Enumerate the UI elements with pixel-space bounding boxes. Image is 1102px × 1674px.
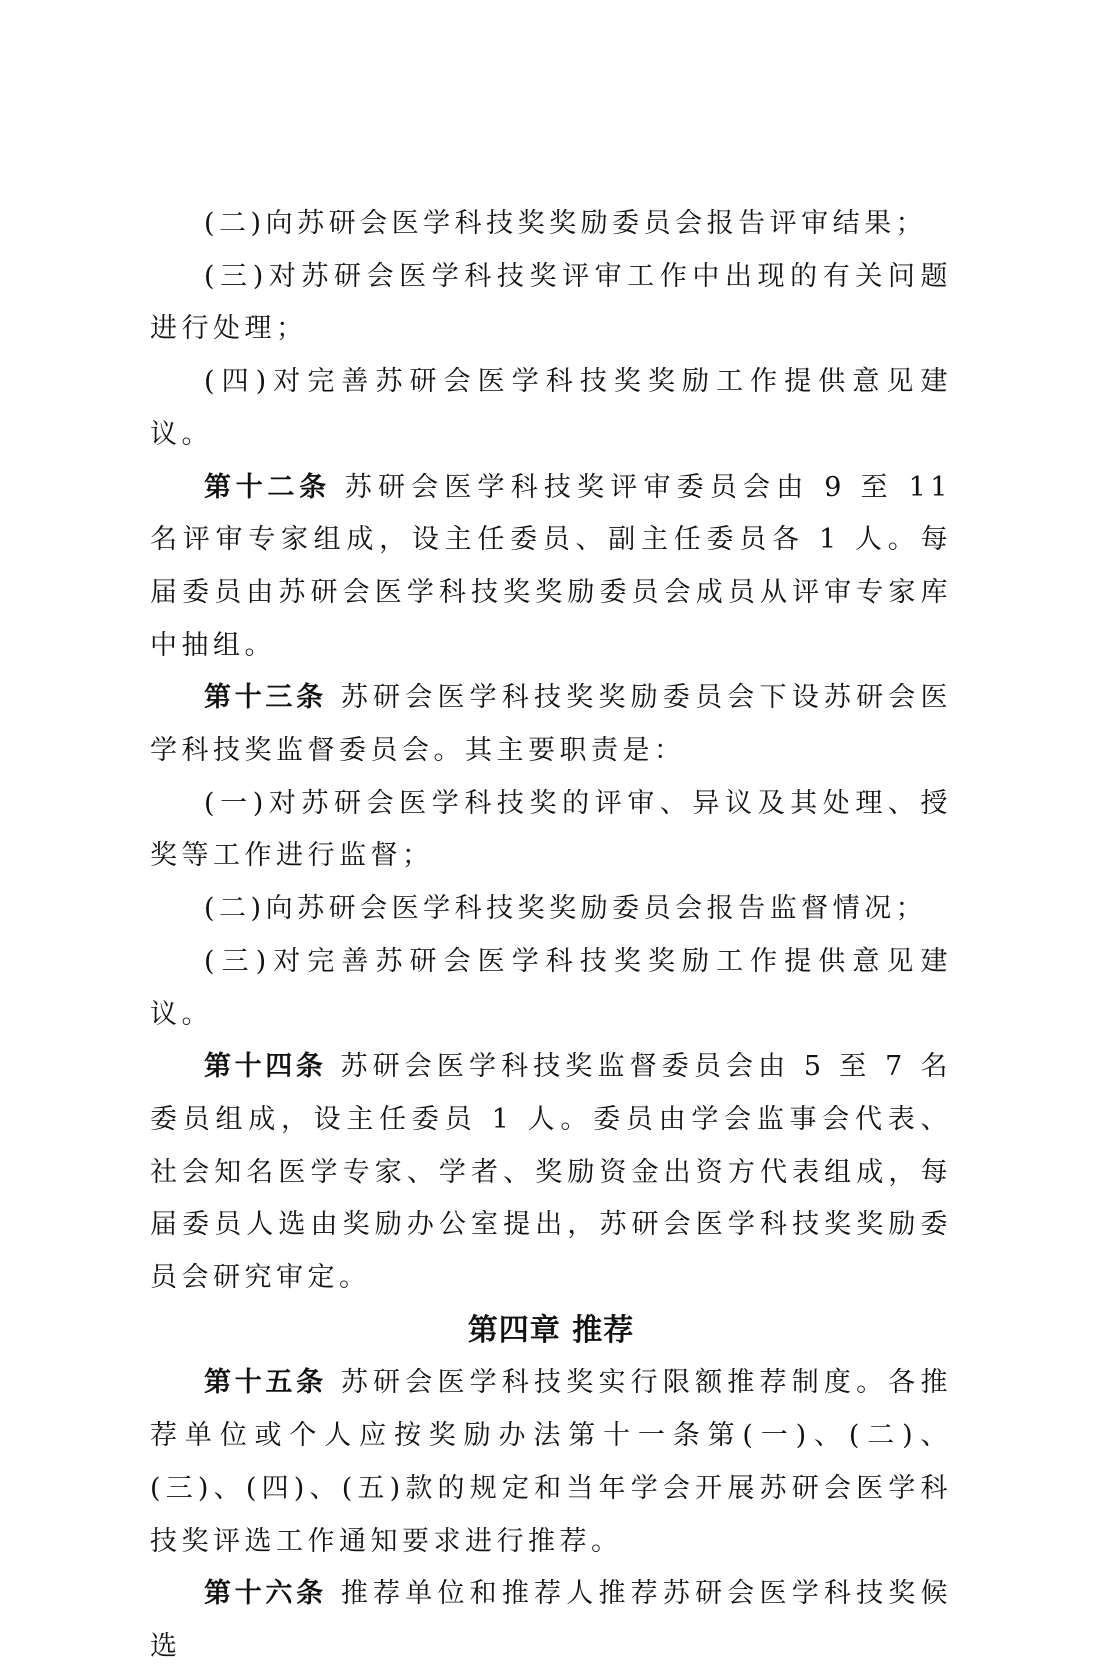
paragraph-text: (三)对完善苏研会医学科技奖奖励工作提供意见建议。 [150, 945, 952, 1030]
paragraph [150, 883, 952, 936]
paragraph-text: 苏研会医学科技奖监督委员会由 5 至 7 名委员组成，设主任委员 1 人。委员由学会监事会代表、社会知名医学专家、学者、奖励资金出资方代表组成，每届委员人选由奖励办公室提出，苏研会医学科技奖奖励委员会研究审定。 [150, 1051, 953, 1294]
paragraph-text: 苏研会医学科技奖实行限额推荐制度。各推荐单位或个人应按奖励办法第十一条第(一)、(二)、(三)、(四)、(五)款的规定和当年学会开展苏研会医学科技奖评选工作通知要求进行推荐。 [150, 1367, 953, 1557]
article-number: 第十四条 [204, 1051, 327, 1083]
article-paragraph [150, 462, 952, 673]
paragraph [150, 198, 952, 251]
paragraph-text: 推荐单位和推荐人推荐苏研会医学科技奖候选 [150, 1578, 953, 1662]
paragraph [150, 936, 952, 1041]
paragraph-text: (一)对苏研会医学科技奖的评审、异议及其处理、授奖等工作进行监督； [150, 787, 952, 872]
paragraph-text: 苏研会医学科技奖奖励委员会下设苏研会医学科技奖监督委员会。其主要职责是： [150, 682, 953, 767]
paragraph-text: (二)向苏研会医学科技奖奖励委员会报告监督情况； [204, 893, 928, 925]
paragraph-text: (二)向苏研会医学科技奖奖励委员会报告评审结果； [204, 208, 928, 239]
article-number: 第十六条 [204, 1578, 327, 1610]
paragraph [150, 778, 952, 883]
document-body [150, 198, 952, 1674]
article-number: 第十三条 [204, 682, 327, 714]
paragraph-text: 苏研会医学科技奖评审委员会由 9 至 11 名评审专家组成，设主任委员、副主任委员各 1 人。每届委员由苏研会医学科技奖奖励委员会成员从评审专家库中抽组。 [150, 471, 952, 661]
article-number: 第十五条 [204, 1367, 327, 1399]
article-paragraph [150, 1357, 952, 1568]
paragraph-text: (四)对完善苏研会医学科技奖奖励工作提供意见建议。 [150, 366, 952, 450]
article-paragraph [150, 1041, 952, 1305]
article-number: 第十二条 [204, 471, 331, 503]
article-paragraph [150, 672, 952, 777]
paragraph [150, 356, 952, 461]
article-paragraph [150, 1568, 952, 1673]
paragraph [150, 251, 952, 356]
paragraph-text: (三)对苏研会医学科技奖评审工作中出现的有关问题进行处理； [150, 260, 952, 345]
chapter-heading: 第四章 推荐 [467, 1312, 635, 1348]
